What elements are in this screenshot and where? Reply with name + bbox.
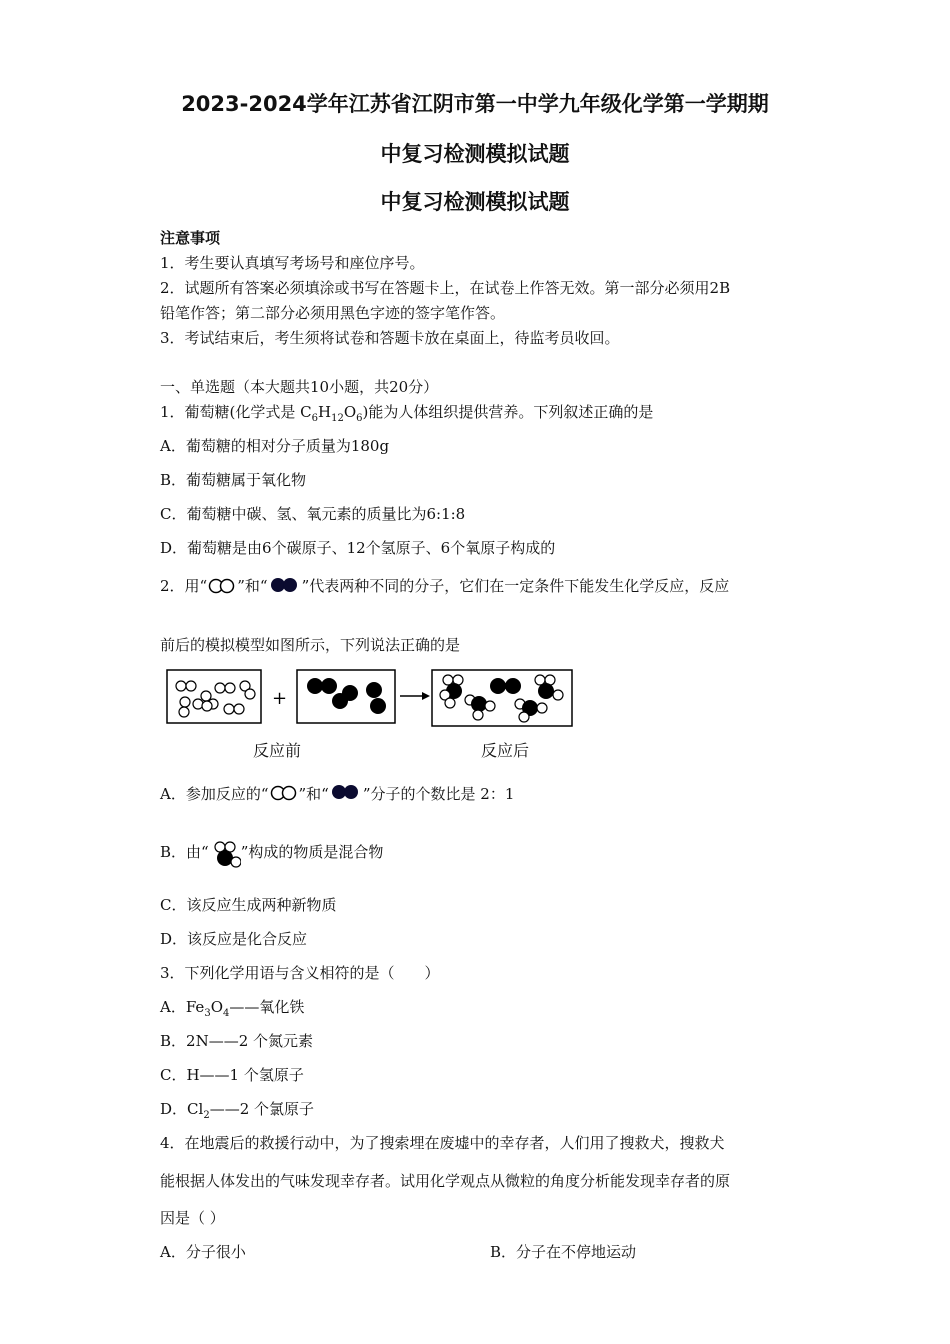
q2-option-b: B．由“ ”构成的物质是混合物 bbox=[160, 832, 383, 872]
white-molecule-icon bbox=[269, 784, 299, 812]
q2-option-c: C．该反应生成两种新物质 bbox=[160, 896, 337, 914]
q2-stem-line2: 前后的模拟模型如图所示，下列说法正确的是 bbox=[160, 636, 461, 654]
q3-option-b: B．2N——2 个氮元素 bbox=[160, 1032, 314, 1050]
black-molecule-icon bbox=[268, 576, 302, 604]
notice-item-2a: 2．试题所有答案必须填涂或书写在答题卡上，在试卷上作答无效。第一部分必须用2B bbox=[160, 279, 731, 297]
notice-item-3: 3．考试结束后，考生须将试卷和答题卡放在桌面上，待监考员收回。 bbox=[160, 329, 620, 347]
q2-option-a: A．参加反应的“ ”和“ ”分子的个数比是 2：1 bbox=[160, 776, 514, 812]
caption-after: 反应后 bbox=[481, 741, 530, 760]
exam-title-line1: 2023-2024学年江苏省江阴市第一中学九年级化学第一学期期 bbox=[181, 92, 769, 116]
q1-stem: 1．葡萄糖(化学式是 $C_6H_{12}O_6$)能为人体组织提供营养。下列叙述正确的是 bbox=[160, 403, 654, 424]
q4-stem-line2: 能根据人体发出的气味发现幸存者。试用化学观点从微粒的角度分析能发现幸存者的原 bbox=[160, 1172, 731, 1190]
exam-title-line2: 中复习检测模拟试题 bbox=[380, 142, 570, 166]
white-molecule-icon bbox=[207, 576, 237, 604]
q3-option-a: A．$Fe_3O_4——$氧化铁 bbox=[160, 998, 305, 1019]
compound-molecule-icon bbox=[209, 840, 241, 872]
q1-option-d: D．葡萄糖是由6个碳原子、12个氢原子、6个氧原子构成的 bbox=[160, 539, 556, 557]
q1-option-a: A．葡萄糖的相对分子质量为180g bbox=[160, 437, 390, 455]
plus-sign: + bbox=[272, 688, 288, 709]
q1-option-c: C．葡萄糖中碳、氢、氧元素的质量比为6:1:8 bbox=[160, 505, 466, 523]
q4-stem-line3: 因是（ ） bbox=[160, 1209, 225, 1227]
q4-option-b: B．分子在不停地运动 bbox=[490, 1243, 637, 1261]
q3-option-c: C．H——1 个氢原子 bbox=[160, 1066, 304, 1084]
black-molecule-icon bbox=[329, 784, 363, 812]
notice-item-2b: 铅笔作答；第二部分必须用黑色字迹的签字笔作答。 bbox=[160, 304, 506, 322]
q2-stem: 2．用“ ”和“ ”代表两种不同的分子，它们在一定条件下能发生化学反应，反应 bbox=[160, 568, 729, 604]
section-heading: 一、单选题（本大题共10小题，共20分） bbox=[160, 378, 439, 396]
notice-item-1: 1．考生要认真填写考场号和座位序号。 bbox=[160, 254, 425, 272]
q4-option-a: A．分子很小 bbox=[160, 1243, 246, 1261]
reaction-diagram bbox=[160, 660, 580, 730]
notice-heading: 注意事项 bbox=[160, 229, 221, 247]
q3-option-d: D．$Cl_2——2$ 个氯原子 bbox=[160, 1100, 314, 1121]
exam-title-line3: 中复习检测模拟试题 bbox=[380, 190, 570, 214]
q4-stem-line1: 4．在地震后的救援行动中，为了搜索埋在废墟中的幸存者，人们用了搜救犬，搜救犬 bbox=[160, 1134, 725, 1152]
q1-option-b: B．葡萄糖属于氧化物 bbox=[160, 471, 307, 489]
q3-stem: 3．下列化学用语与含义相符的是（ ） bbox=[160, 964, 440, 982]
q2-option-d: D．该反应是化合反应 bbox=[160, 930, 308, 948]
caption-before: 反应前 bbox=[253, 741, 302, 760]
